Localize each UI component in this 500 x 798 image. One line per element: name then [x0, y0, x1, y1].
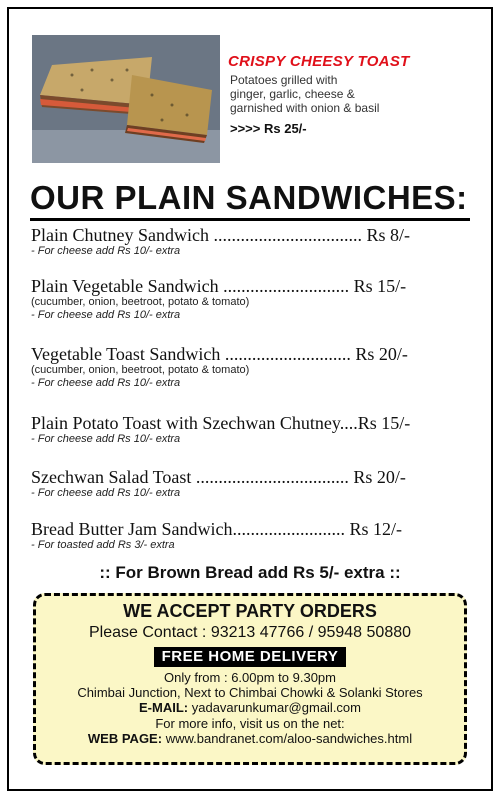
- web-url[interactable]: www.bandranet.com/aloo-sandwiches.html: [165, 731, 413, 746]
- menu-item-line: Plain Chutney Sandwich ................................. Rs 8/-: [31, 225, 410, 245]
- section-heading: OUR PLAIN SANDWICHES:: [30, 180, 470, 221]
- featured-desc-line: ginger, garlic, cheese &: [230, 87, 355, 101]
- menu-item-line: Szechwan Salad Toast .................................. Rs 20/-: [31, 467, 406, 487]
- menu-item-note: - For toasted add Rs 3/- extra: [31, 539, 175, 551]
- menu-item-note: - For cheese add Rs 10/- extra: [31, 433, 181, 445]
- contact-numbers: Please Contact : 93213 47766 / 95948 50880: [88, 624, 412, 641]
- web-line: [36, 731, 464, 747]
- featured-title: CRISPY CHEESY TOAST: [228, 53, 410, 70]
- featured-desc-line: Potatoes grilled with: [230, 73, 338, 87]
- menu-item-note: - For cheese add Rs 10/- extra: [31, 377, 181, 389]
- menu-item: [31, 413, 471, 446]
- menu-item-line: Bread Butter Jam Sandwich......................... Rs 12/-: [31, 519, 402, 539]
- address: Chimbai Junction, Next to Chimbai Chowki & Solanki Stores: [77, 685, 423, 700]
- email-label: E-MAIL:: [139, 700, 189, 715]
- menu-item-line: Plain Vegetable Sandwich ............................ Rs 15/-: [31, 276, 407, 296]
- featured-description: [230, 73, 430, 115]
- featured-price: >>>> Rs 25/-: [230, 121, 307, 136]
- menu-item: [31, 225, 471, 258]
- featured-desc-line: garnished with onion & basil: [230, 101, 380, 115]
- delivery-timing: Only from : 6.00pm to 9.30pm: [164, 670, 336, 685]
- sandwich-photo: [32, 35, 220, 163]
- menu-item-note: - For cheese add Rs 10/- extra: [31, 309, 181, 321]
- email-line: [36, 700, 464, 716]
- menu-item: [31, 519, 471, 552]
- party-orders-box: [33, 593, 467, 765]
- menu-item-line: Vegetable Toast Sandwich ............................ Rs 20/-: [31, 344, 408, 364]
- menu-item-line: Plain Potato Toast with Szechwan Chutney....Rs 15/-: [31, 413, 411, 433]
- menu-item: [31, 344, 471, 390]
- menu-item-note: (cucumber, onion, beetroot, potato & tomato): [31, 296, 250, 308]
- email-address[interactable]: yadavarunkumar@gmail.com: [191, 700, 361, 715]
- menu-item-note: - For cheese add Rs 10/- extra: [31, 245, 181, 257]
- menu-item-note: (cucumber, onion, beetroot, potato & tomato): [31, 364, 250, 376]
- web-label: WEB PAGE:: [87, 731, 163, 746]
- party-orders-title: WE ACCEPT PARTY ORDERS: [123, 601, 377, 621]
- menu-item-note: - For cheese add Rs 10/- extra: [31, 487, 181, 499]
- brown-bread-note: :: For Brown Bread add Rs 5/- extra ::: [99, 563, 401, 582]
- menu-item: [31, 467, 471, 500]
- menu-item: [31, 276, 471, 322]
- more-info: For more info, visit us on the net:: [155, 716, 345, 731]
- free-delivery-badge: FREE HOME DELIVERY: [154, 647, 347, 667]
